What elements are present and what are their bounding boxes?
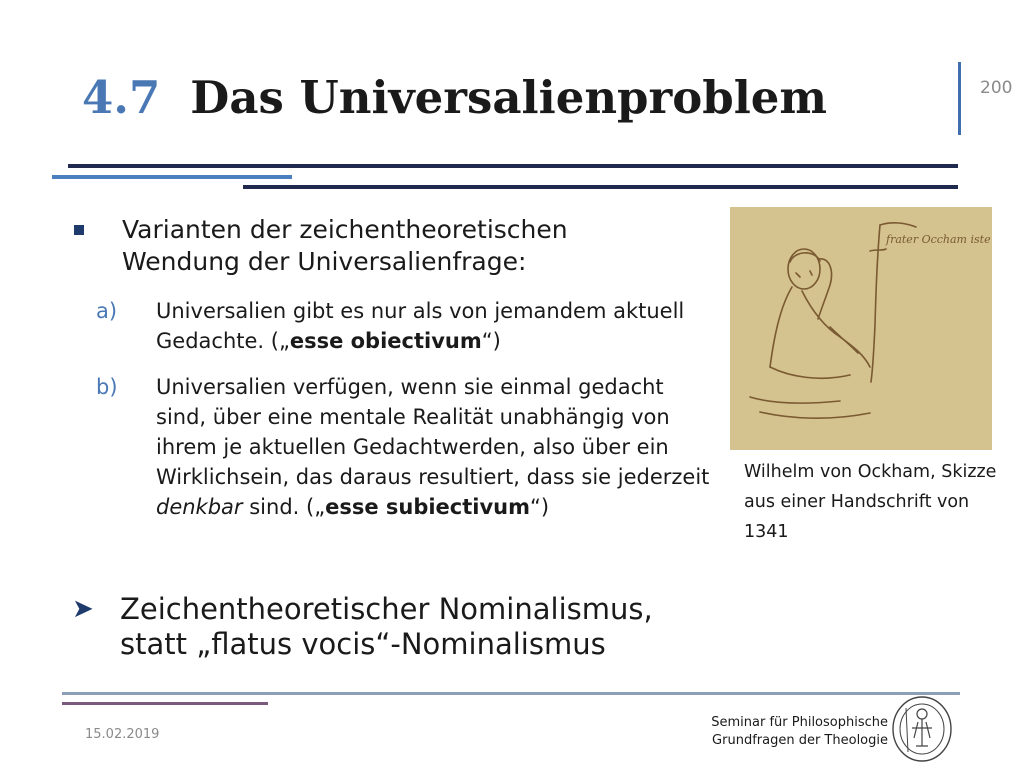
- section-number: 4.7: [82, 71, 161, 124]
- page-number: 200: [980, 78, 1013, 98]
- header-rule-top: [68, 164, 958, 168]
- footer-rule-accent: [62, 702, 268, 705]
- title-text: Das Universalienproblem: [190, 71, 828, 124]
- sub-item-a-text: [156, 296, 716, 356]
- bullet-nominalism-text: Zeichentheoretischer Nominalismus, statt „flatus vocis“-Nominalismus: [120, 592, 653, 661]
- footer-seminar: [703, 714, 888, 750]
- sub-item-a-text-end: “): [481, 329, 501, 353]
- sub-item-a: [96, 296, 716, 356]
- sub-item-b: [96, 372, 716, 522]
- bullet-variants-text: Varianten der zeichentheoretischen Wendung der Universalienfrage:: [122, 215, 568, 276]
- ockham-sketch-image: [730, 207, 992, 450]
- header-rule-bottom: [243, 185, 958, 189]
- bullet-nominalism: [72, 592, 712, 662]
- sub-item-b-text: [156, 372, 716, 522]
- esse-subiectivum-term: esse subiectivum: [325, 495, 531, 519]
- footer-rule: [62, 692, 960, 695]
- sub-item-a-text-part: Universalien gibt es nur als von jemandem aktuell Gedachte. („: [156, 299, 685, 353]
- bullet-variants: [74, 214, 674, 278]
- footer-date: 15.02.2019: [85, 727, 160, 742]
- esse-obiectivum-term: esse obiectivum: [289, 329, 482, 353]
- seminar-line-2: Grundfragen der Theologie: [712, 733, 888, 748]
- title-side-bar: [958, 62, 961, 135]
- image-caption: Wilhelm von Ockham, Skizze aus einer Handschrift von 1341: [744, 462, 997, 542]
- sub-item-b-text-mid: sind. („: [242, 495, 326, 519]
- university-seal-icon: [890, 694, 954, 764]
- sub-item-b-label: b): [96, 375, 118, 399]
- sub-item-b-text-end: “): [530, 495, 550, 519]
- seminar-line-1: Seminar für Philosophische: [711, 715, 888, 730]
- sub-item-b-text-part: Universalien verfügen, wenn sie einmal gedacht sind, über eine mentale Realität unabhängig von ihrem je aktuellen Gedachtwerden, also über ein Wirklichsein, das daraus resultiert, dass sie jederzeit: [156, 375, 710, 489]
- sub-item-a-label: a): [96, 299, 118, 323]
- sketch-inscription: frater Occham iste: [886, 233, 991, 246]
- header-rule-accent: [52, 175, 292, 179]
- denkbar-term: denkbar: [156, 495, 243, 519]
- slide-title: [82, 70, 827, 126]
- square-bullet-icon: [74, 225, 84, 235]
- arrow-bullet-icon: ➤: [72, 594, 94, 624]
